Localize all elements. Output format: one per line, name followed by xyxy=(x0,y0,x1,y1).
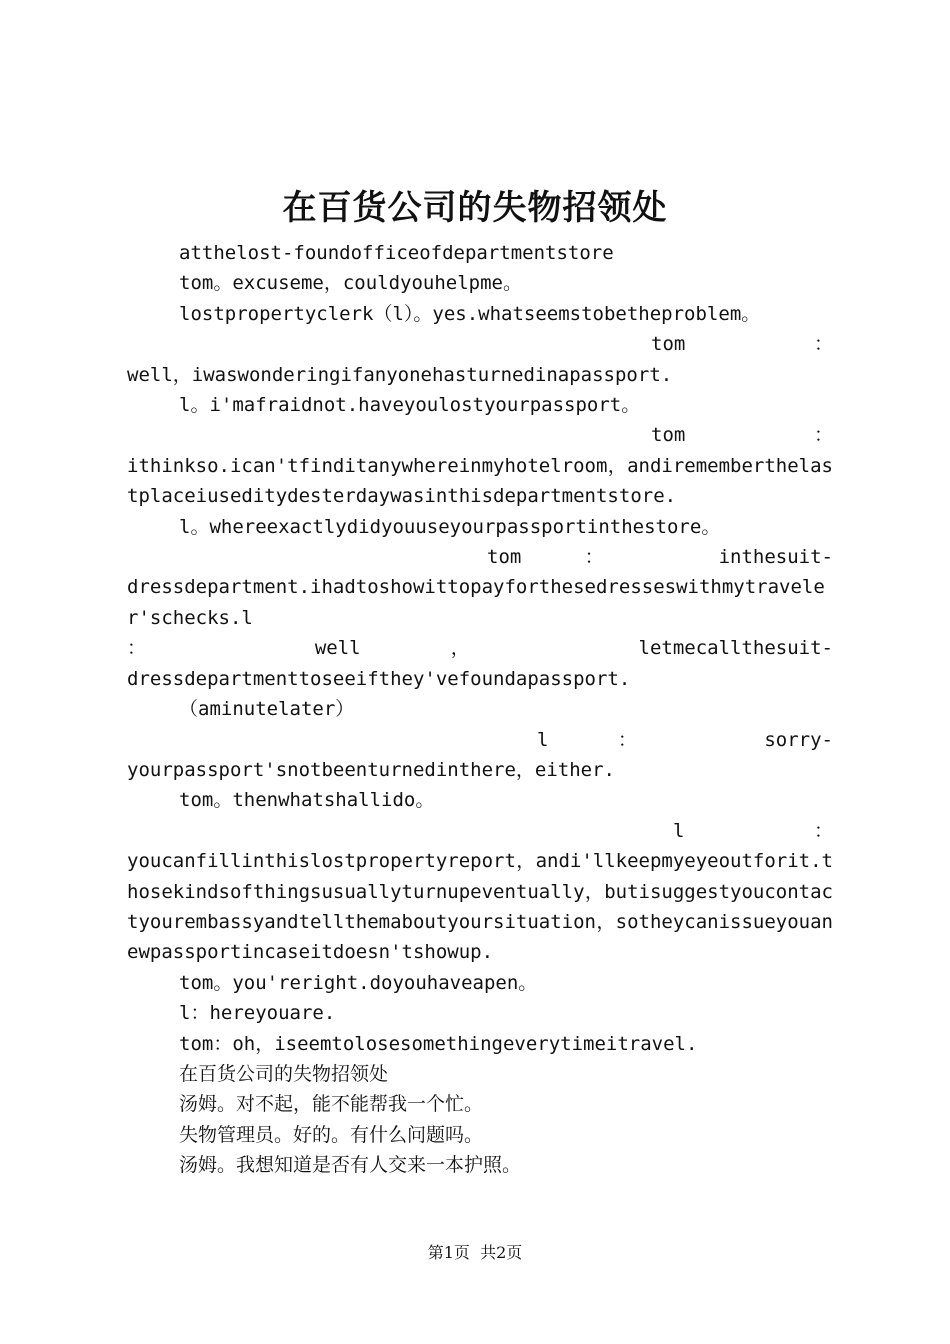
speaker-name: l xyxy=(537,728,549,751)
paragraph-heading-zh: 在百货公司的失物招领处 xyxy=(179,1062,389,1085)
speaker-colon: ： xyxy=(584,546,656,569)
speaker-line-tom-2 xyxy=(127,329,833,359)
speaker-colon: ： xyxy=(813,333,833,356)
document-body xyxy=(127,238,833,1181)
speaker-text: sorry- xyxy=(764,728,833,751)
paragraph-clerk-5: yourpassport'snotbeenturnedinthere，either. xyxy=(127,758,615,781)
speaker-line-clerk-6 xyxy=(127,816,833,846)
paragraph-zh-tom-2: 汤姆。我想知道是否有人交来一本护照。 xyxy=(179,1154,522,1177)
clerk-text: letmecallthesuit- xyxy=(638,637,833,660)
page-total: 共2页 xyxy=(480,1243,523,1262)
document-title: 在百货公司的失物招领处 xyxy=(282,188,668,228)
speaker-line-tom-4 xyxy=(127,542,833,572)
paragraph-clerk-6: youcanfillinthislostpropertyreport，andi'llkeepmyeyeoutforit.thosekindsofthingsusuallyturnupeventually，butisuggestyoucontactyourembassyandtellthemaboutyoursituation，sotheycanissueyouanewpassportincaseitdoesn'tshowup. xyxy=(127,850,833,964)
paragraph-tom-2: well，iwaswonderingifanyonehasturnedinapassport. xyxy=(127,363,673,386)
paragraph-clerk-4: dressdepartmenttoseeifthey'vefoundapassport. xyxy=(127,667,631,690)
speaker-colon: ： xyxy=(617,728,695,751)
paragraph-tom-4: dressdepartment.ihadtoshowittopayforthesedresseswithmytraveler'schecks.l xyxy=(127,576,825,629)
clerk-comma: ， xyxy=(450,637,549,660)
speaker-name: tom xyxy=(487,546,522,569)
paragraph-tom-5: tom。thenwhatshallido。 xyxy=(179,789,435,812)
speaker-name: tom xyxy=(651,424,686,447)
clerk-well: well xyxy=(314,637,361,660)
speaker-text: inthesuit- xyxy=(718,546,833,569)
paragraph-clerk-2: l。i'mafraidnot.haveyoulostyourpassport。 xyxy=(179,394,641,417)
clerk-4-line xyxy=(127,633,833,663)
paragraph-zh-tom-1: 汤姆。对不起，能不能帮我一个忙。 xyxy=(179,1093,484,1116)
paragraph-tom-6: tom。you'reright.doyouhaveapen。 xyxy=(179,971,538,994)
paragraph-aside: （aminutelater） xyxy=(179,698,355,721)
paragraph-heading-en: atthelost-foundofficeofdepartmentstore xyxy=(179,242,614,264)
clerk-colon: ： xyxy=(127,637,225,660)
paragraph-tom-3: ithinkso.ican'tfinditanywhereinmyhotelroom，andirememberthelastplaceiuseditydesterdaywasinthisdepartmentstore. xyxy=(127,454,833,508)
speaker-colon: ： xyxy=(813,819,833,842)
paragraph-clerk-1: lostpropertyclerk（l）。yes.whatseemstobetheproblem。 xyxy=(179,302,761,325)
paragraph-clerk-3: l。whereexactlydidyouuseyourpassportinthestore。 xyxy=(179,515,721,538)
page-number: 第1页 xyxy=(427,1243,470,1262)
paragraph-tom-7: tom：oh，iseemtolosesomethingeverytimeitravel. xyxy=(179,1032,698,1055)
speaker-colon: ： xyxy=(813,424,833,447)
page-footer xyxy=(0,1242,950,1264)
speaker-line-tom-3 xyxy=(127,420,833,450)
paragraph-clerk-7: l：hereyouare. xyxy=(179,1002,336,1025)
paragraph-tom-1: tom。excuseme，couldyouhelpme。 xyxy=(179,272,522,295)
footer-gap xyxy=(470,1243,480,1262)
speaker-name: l xyxy=(673,819,685,842)
speaker-line-clerk-5 xyxy=(127,725,833,755)
paragraph-zh-clerk-1: 失物管理员。好的。有什么问题吗。 xyxy=(179,1123,484,1146)
speaker-name: tom xyxy=(651,333,686,356)
